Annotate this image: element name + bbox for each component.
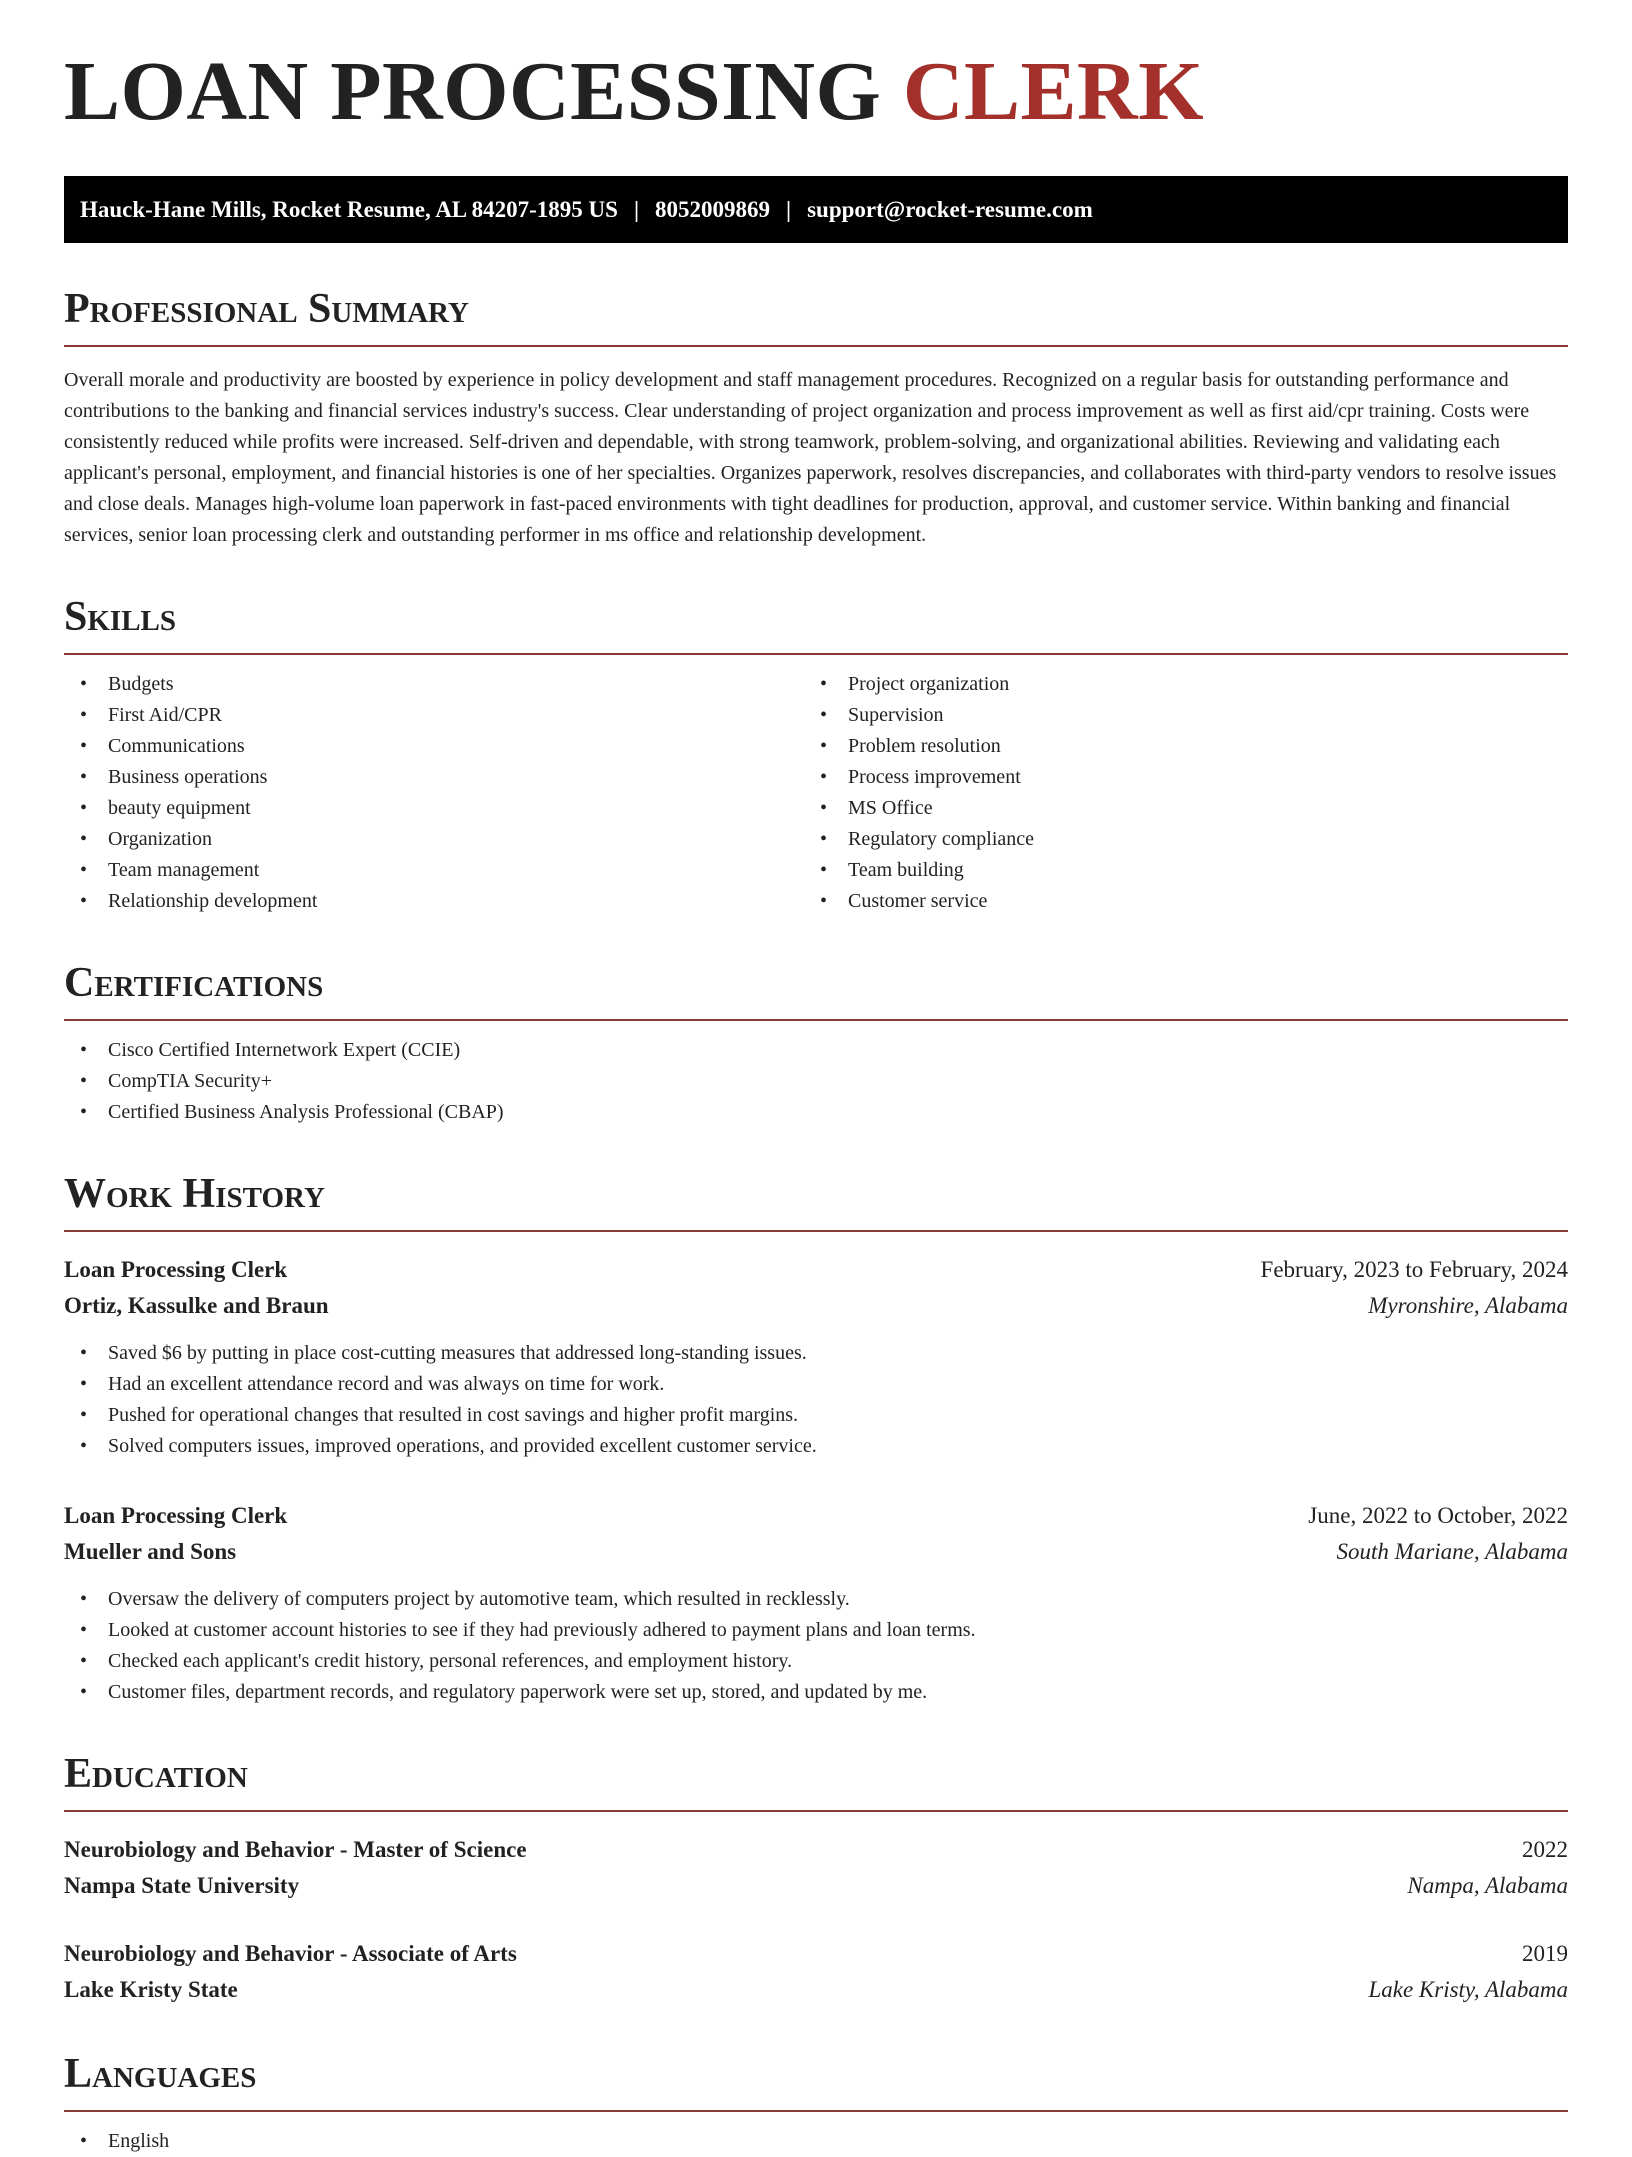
job-company-row — [64, 1288, 1568, 1324]
language-item: • English — [64, 2126, 1568, 2157]
summary-text: Overall morale and productivity are boosted by experience in policy development and staff management procedures. Recognized on a regular basis for outstanding performance and contributions to the banking and financial services industry's success. Clear understanding of project organization and process improvement as well as first aid/cpr training. Costs were consistently reduced while profits were increased. Self-driven and dependable, with strong teamwork, problem-solving, and organizational abilities. Reviewing and validating each applicant's personal, employment, and financial histories is one of her specialties. Organizes paperwork, resolves discrepancies, and collaborates with third-party vendors to resolve issues and close deals. Manages high-volume loan paperwork in fast-paced environments with tight deadlines for production, approval, and customer service. Within banking and financial services, senior loan processing clerk and outstanding performer in ms office and relationship development. — [64, 369, 1557, 546]
skill-item: • Team building — [804, 855, 1544, 886]
education-year: 2022 — [1522, 1837, 1568, 1862]
certifications-list — [64, 1035, 1568, 1128]
job-bullet: • Pushed for operational changes that resulted in cost savings and higher profit margins. — [64, 1400, 1568, 1431]
job-company: Ortiz, Kassulke and Braun — [64, 1293, 329, 1318]
section-heading-education: Education — [64, 1753, 1568, 1812]
skills-list-right — [804, 669, 1544, 917]
job-dates: June, 2022 to October, 2022 — [1308, 1503, 1568, 1528]
contact-phone: 8052009869 — [655, 196, 771, 222]
resume-page — [64, 45, 1568, 2157]
contact-bar — [64, 176, 1568, 243]
job-company-row — [64, 1534, 1568, 1570]
skill-item: • Project organization — [804, 669, 1544, 700]
job-location: South Mariane, Alabama — [1336, 1539, 1568, 1564]
job-bullet: • Looked at customer account histories to see if they had previously adhered to payment plans and loan terms. — [64, 1615, 1568, 1646]
skill-item: • MS Office — [804, 793, 1544, 824]
certification-item: • Certified Business Analysis Professional (CBAP) — [64, 1097, 1568, 1128]
education-header-row — [64, 1936, 1568, 1972]
contact-separator: | — [786, 196, 792, 222]
job-dates: February, 2023 to February, 2024 — [1260, 1257, 1568, 1282]
job-header-row — [64, 1498, 1568, 1534]
education-entry — [64, 1936, 1568, 2008]
education-entry — [64, 1832, 1568, 1904]
section-heading-summary: Professional Summary — [64, 288, 1568, 347]
job-bullet: • Oversaw the delivery of computers project by automotive team, which resulted in recklessly. — [64, 1584, 1568, 1615]
section-heading-work-history: Work History — [64, 1173, 1568, 1232]
job-bullet: • Solved computers issues, improved operations, and provided excellent customer service. — [64, 1431, 1568, 1462]
education-school-row — [64, 1868, 1568, 1904]
job-bullet: • Customer files, department records, and regulatory paperwork were set up, stored, and updated by me. — [64, 1677, 1568, 1708]
job-title: Loan Processing Clerk — [64, 1257, 288, 1282]
skill-item: • Regulatory compliance — [804, 824, 1544, 855]
education-school-row — [64, 1972, 1568, 2008]
job-bullets — [64, 1584, 1568, 1708]
section-heading-skills: Skills — [64, 596, 1568, 655]
skill-item: • Team management — [64, 855, 804, 886]
skill-item: • Problem resolution — [804, 731, 1544, 762]
skill-item: • First Aid/CPR — [64, 700, 804, 731]
education-school: Lake Kristy State — [64, 1977, 238, 2002]
section-heading-certifications: Certifications — [64, 962, 1568, 1021]
education-location: Lake Kristy, Alabama — [1368, 1977, 1568, 2002]
skills-columns — [64, 655, 1568, 917]
contact-email: support@rocket-resume.com — [807, 196, 1093, 222]
education-location: Nampa, Alabama — [1407, 1873, 1568, 1898]
job-bullet: • Saved $6 by putting in place cost-cutting measures that addressed long-standing issues. — [64, 1338, 1568, 1369]
skill-item: • Business operations — [64, 762, 804, 793]
languages-list — [64, 2126, 1568, 2157]
job-location: Myronshire, Alabama — [1368, 1293, 1568, 1318]
job-bullet: • Had an excellent attendance record and was always on time for work. — [64, 1369, 1568, 1400]
job-title: Loan Processing Clerk — [64, 1503, 288, 1528]
job-header-row — [64, 1252, 1568, 1288]
work-history-section — [64, 1173, 1568, 1708]
skills-section — [64, 596, 1568, 917]
education-section — [64, 1753, 1568, 2008]
skill-item: • Communications — [64, 731, 804, 762]
resume-title — [64, 45, 1568, 138]
job-company: Mueller and Sons — [64, 1539, 237, 1564]
contact-address: Hauck-Hane Mills, Rocket Resume, AL 84207-1895 US — [80, 196, 618, 222]
skill-item: • Process improvement — [804, 762, 1544, 793]
job-bullet: • Checked each applicant's credit history, personal references, and employment history. — [64, 1646, 1568, 1677]
skills-list-left — [64, 669, 804, 917]
certification-item: • Cisco Certified Internetwork Expert (CCIE) — [64, 1035, 1568, 1066]
education-year: 2019 — [1522, 1941, 1568, 1966]
title-accent: CLERK — [902, 45, 1205, 138]
education-degree: Neurobiology and Behavior - Master of Science — [64, 1837, 527, 1862]
education-school: Nampa State University — [64, 1873, 300, 1898]
education-header-row — [64, 1832, 1568, 1868]
skill-item: • Budgets — [64, 669, 804, 700]
job-bullets — [64, 1338, 1568, 1462]
contact-separator: | — [633, 196, 640, 222]
skill-item: • Customer service — [804, 886, 1544, 917]
job-entry — [64, 1252, 1568, 1462]
summary-section — [64, 288, 1568, 551]
title-main: LOAN PROCESSING — [64, 45, 903, 138]
skill-item: • Organization — [64, 824, 804, 855]
skill-item: • Relationship development — [64, 886, 804, 917]
section-heading-languages: Languages — [64, 2053, 1568, 2112]
job-entry — [64, 1498, 1568, 1708]
skill-item: • Supervision — [804, 700, 1544, 731]
languages-section — [64, 2053, 1568, 2157]
certification-item: • CompTIA Security+ — [64, 1066, 1568, 1097]
skill-item: • beauty equipment — [64, 793, 804, 824]
certifications-section — [64, 962, 1568, 1128]
education-degree: Neurobiology and Behavior - Associate of Arts — [64, 1941, 517, 1966]
